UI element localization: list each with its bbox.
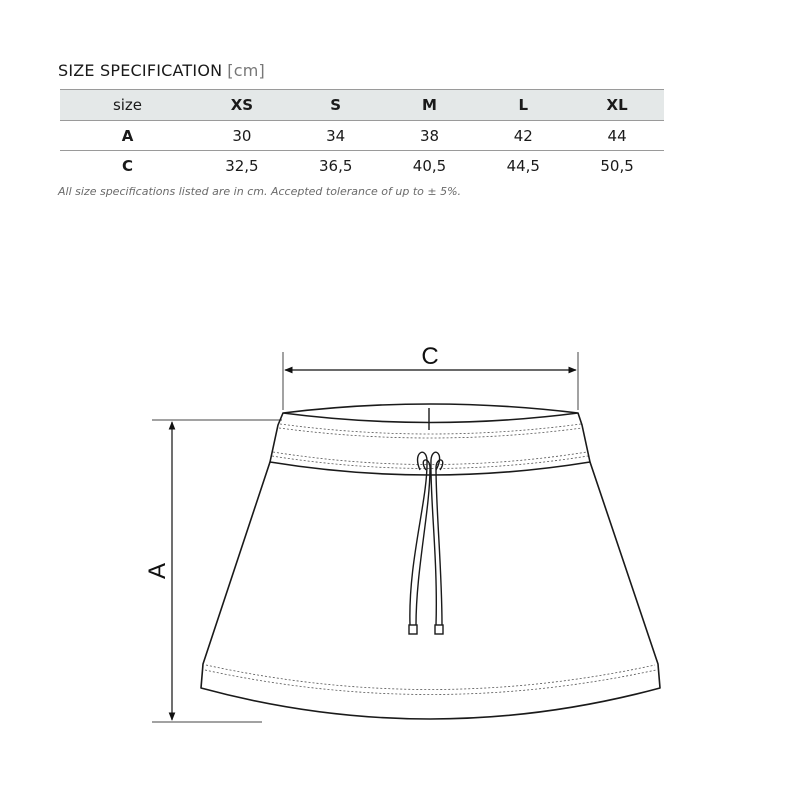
- size-header-l: L: [476, 90, 570, 121]
- table-cell: 38: [383, 121, 477, 151]
- table-cell: 42: [476, 121, 570, 151]
- table-cell: 36,5: [318, 156, 353, 175]
- table-cell: 44: [570, 121, 664, 151]
- table-cell: 30: [195, 121, 289, 151]
- skirt-body: [201, 462, 660, 719]
- size-column-header: size: [60, 90, 195, 121]
- drawstring-left: [410, 452, 427, 625]
- row-label: C: [121, 156, 133, 175]
- skirt-outline: [201, 404, 660, 719]
- table-cell: 44,5: [506, 156, 540, 175]
- size-header-xl: XL: [570, 90, 664, 121]
- drawstring-tip-right: [435, 625, 443, 634]
- width-label: C: [421, 343, 439, 370]
- size-header-m: M: [383, 90, 477, 121]
- waistband-stitching: [272, 424, 588, 469]
- table-cell: 40,5: [412, 156, 447, 175]
- title-unit: [cm]: [227, 61, 265, 80]
- waistband-opening: [283, 404, 578, 423]
- table-cell: 50,5: [600, 156, 634, 175]
- length-label: A: [144, 562, 171, 580]
- hem-stitching: [205, 665, 656, 695]
- width-dimension: [283, 343, 578, 410]
- drawstring-tip-left: [409, 625, 417, 634]
- drawstring: [409, 452, 443, 634]
- table-cell: 34: [289, 121, 383, 151]
- table-cell: 32,5: [225, 156, 259, 175]
- title-text: SIZE SPECIFICATION: [58, 61, 223, 80]
- length-dimension: [144, 420, 282, 722]
- tolerance-note: All size specifications listed are in cm. Accepted tolerance of up to ± 5%.: [58, 185, 462, 198]
- size-header-s: S: [289, 90, 383, 121]
- size-header-xs: XS: [195, 90, 289, 121]
- row-label: A: [60, 121, 195, 151]
